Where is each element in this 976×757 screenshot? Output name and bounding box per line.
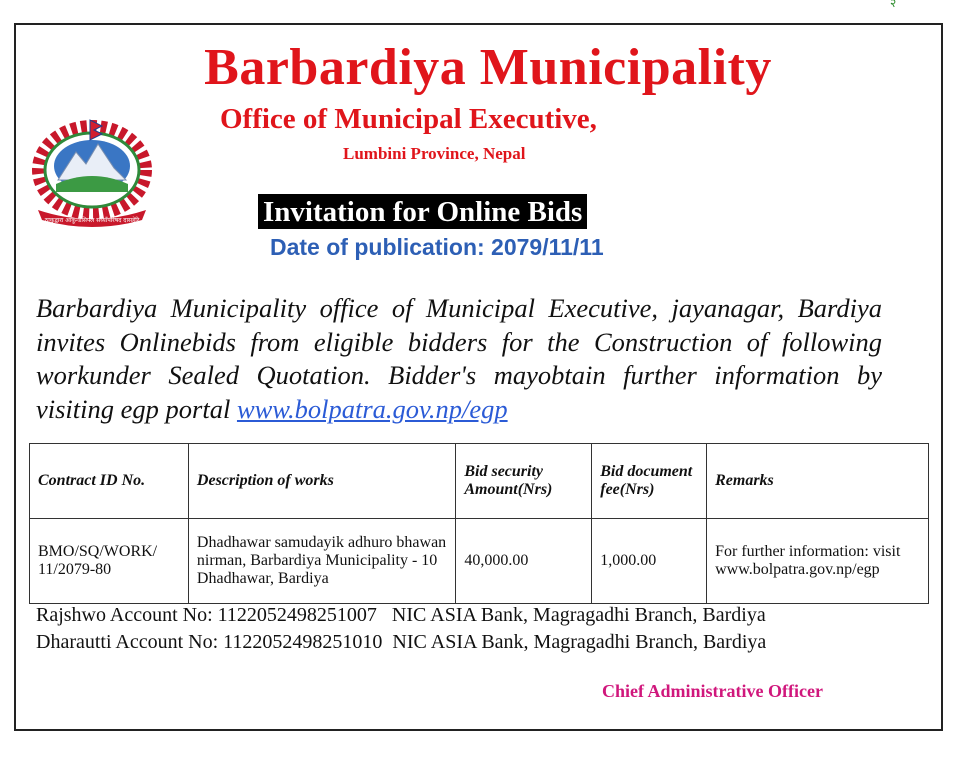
province-line: Lumbini Province, Nepal [343, 144, 526, 163]
notice-body-text: Barbardiya Municipality office of Municipal Executive, jayanagar, Bardiya invites Onlinebids from eligible bidders for the Construction of following workunder Sealed Quotation. Bidder's mayobtain further information by visiting egp portal [36, 293, 882, 424]
notice-heading: Invitation for Online Bids [258, 194, 587, 229]
dharautti-account-line: Dharautti Account No: 1122052498251010 NIC ASIA Bank, Magragadhi Branch, Bardiya [36, 631, 767, 653]
table-header-row [30, 444, 929, 519]
office-subtitle: Office of Municipal Executive, [220, 103, 597, 135]
nepal-emblem-icon [28, 118, 156, 228]
cell-remarks: For further information: visit www.bolpatra.gov.np/egp [707, 519, 929, 604]
header-bid-document-fee: Bid document fee(Nrs) [592, 444, 707, 519]
signature-title: Chief Administrative Officer [602, 681, 823, 701]
publication-date: Date of publication: 2079/11/11 [270, 234, 604, 260]
egp-portal-link[interactable]: www.bolpatra.gov.np/egp [236, 393, 508, 424]
municipality-title: Barbardiya Municipality [204, 39, 772, 96]
notice-body [36, 292, 882, 426]
cell-bid-document-fee: 1,000.00 [592, 519, 707, 604]
corner-page-mark: २ [890, 0, 897, 10]
cell-bid-security: 40,000.00 [456, 519, 592, 604]
header-remarks: Remarks [707, 444, 929, 519]
header-contract-id: Contract ID No. [30, 444, 189, 519]
header-description: Description of works [188, 444, 455, 519]
cell-contract-id: BMO/SQ/WORK/ 11/2079-80 [30, 519, 189, 604]
rajshwo-account-line: Rajshwo Account No: 1122052498251007 NIC ASIA Bank, Magragadhi Branch, Bardiya [36, 604, 766, 626]
table-row [30, 519, 929, 604]
bids-table [29, 443, 929, 604]
cell-description: Dhadhawar samudayik adhuro bhawan nirman, Barbardiya Municipality - 10 Dhadhawar, Bardiya [188, 519, 455, 604]
emblem-motto: ठाकुद्वारा आकुन्डसिफ्ल संघ्याँपरिषद दासहेरि [44, 217, 140, 224]
header-bid-security: Bid security Amount(Nrs) [456, 444, 592, 519]
